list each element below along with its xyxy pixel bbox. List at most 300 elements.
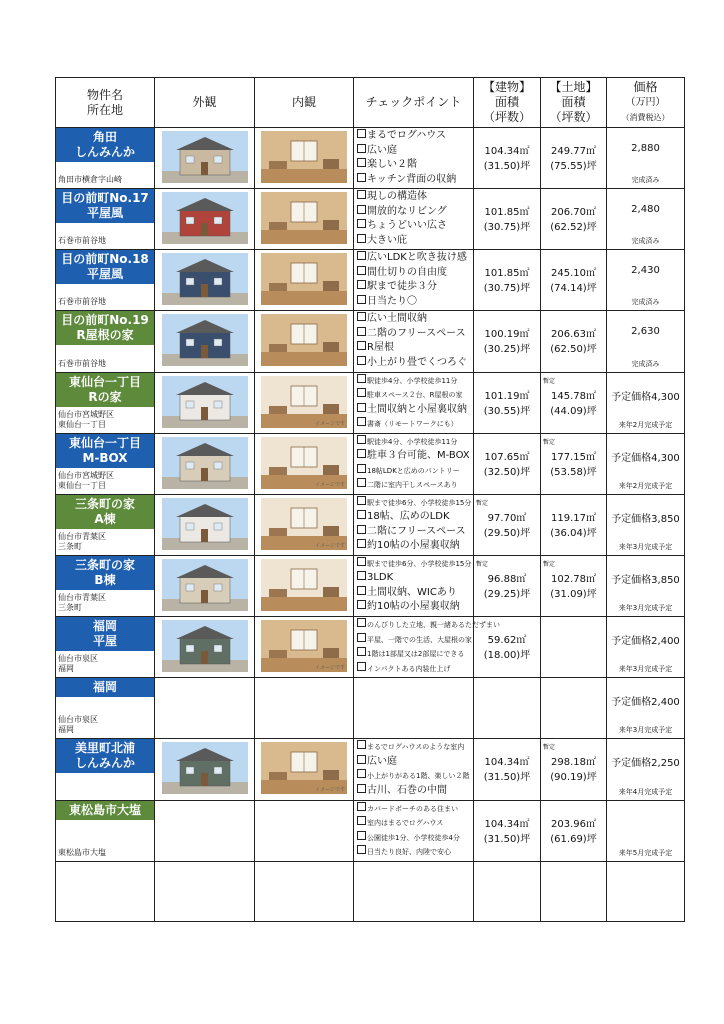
property-name-line: 角田 [92,130,117,144]
checkbox-icon [357,295,366,304]
land-area-values [541,311,606,357]
checkpoint-item [357,219,471,234]
checkpoint-item [357,510,471,525]
exterior-cell [155,678,255,739]
price-wrap [607,250,684,310]
empty-cell [474,861,541,921]
exterior-photo[interactable] [162,620,248,672]
property-name-cell [56,494,155,555]
checkpoint-text: カバードポーチのある住まい [367,804,458,813]
checkbox-icon [357,586,366,595]
land-area-values [541,128,606,174]
land-area-cell [541,372,607,433]
checkpoint-item [357,816,471,831]
header-land [541,78,607,128]
checkpoint-text: 公園徒歩1分、小学校徒歩4分 [367,833,460,842]
land-area-tsubo: (62.52)坪 [550,222,597,234]
exterior-photo-drawing [162,253,248,305]
property-address [58,236,106,246]
interior-photo[interactable] [261,131,347,183]
exterior-photo[interactable] [162,192,248,244]
header-price-line2: （万円） [625,97,666,108]
building-area [474,739,540,799]
price-wrap [607,617,684,677]
building-area-sqm: 97.70㎡ [487,512,527,524]
completion-status: 完成済み [631,359,660,368]
checkpoints-cell [354,494,474,555]
checkbox-icon [357,449,366,458]
property-name-wrap [56,373,154,433]
empty-cell [541,861,607,921]
price-value: 予定価格2,400 [611,697,680,709]
land-area-cell [541,250,607,311]
property-name-banner[interactable] [56,250,154,284]
checkpoint-text: 日当たり〇 [367,295,417,307]
interior-cell [255,128,354,189]
interior-photo[interactable] [261,376,347,428]
price-cell [607,739,685,800]
price-cell [607,311,685,372]
property-name-banner[interactable] [56,617,154,651]
property-address [58,715,98,735]
land-area-cell [541,433,607,494]
completion-status: 来年3月完成予定 [618,726,673,735]
checkpoint-text: 日当たり良好、内陸で安心 [367,848,451,857]
property-name-line: 平屋 [92,634,117,649]
checkpoint-item [357,280,471,295]
building-area-tsubo: (30.75)坪 [483,283,531,295]
property-name-cell [56,128,155,189]
interior-photo[interactable] [261,498,347,550]
land-area-tsubo: (75.55)坪 [550,161,597,172]
price-value: 2,630 [631,326,660,338]
property-name-cell [56,800,155,861]
property-address-line: 東松島市大塩 [58,847,106,857]
building-area-tsubo: (31.50)坪 [483,161,531,172]
checkbox-icon [357,388,366,397]
building-area [474,495,540,555]
checkpoint-item [357,831,471,846]
interior-cell [255,250,354,311]
land-area-sqm: 206.63㎡ [551,329,596,341]
checkpoint-text: 広い庭 [367,144,397,156]
interior-photo[interactable] [261,314,347,366]
property-name-cell [56,311,155,372]
land-area-cell [541,311,607,372]
property-address-line: 石巻市前谷地 [58,358,106,368]
checkpoint-text: 二階に室内干しスペースあり [367,481,458,490]
price-value [607,801,684,816]
exterior-cell [155,739,255,800]
checkbox-icon [357,280,366,289]
property-name-wrap [56,556,154,616]
checkpoint-text: 古川、石巻の中間 [367,784,447,796]
price-wrap [607,801,684,861]
property-address [58,532,106,552]
price-cell [607,494,685,555]
land-area-cell [541,739,607,800]
checkpoint-list [354,434,473,493]
property-name-cell [56,189,155,250]
checkpoint-item [357,662,471,677]
exterior-photo-drawing [162,620,248,672]
property-name-banner[interactable] [56,189,154,223]
checkpoint-text: 現しの構造体 [367,191,427,203]
building-area-values [474,128,540,174]
land-area-sqm: 119.17㎡ [551,512,596,524]
price-cell [607,189,685,250]
property-name-banner[interactable] [56,556,154,590]
interior-photo[interactable] [261,559,347,611]
checkbox-icon [357,327,366,336]
header-name-line1: 物件名 [86,87,123,102]
checkpoint-text: 駅まで徒歩３分 [367,281,437,293]
checkpoint-text: 広い土間収納 [367,313,427,325]
price-wrap [607,678,684,738]
checkbox-icon [357,496,366,505]
exterior-photo[interactable] [162,314,248,366]
checkpoint-item [357,618,500,633]
building-area-cell [474,311,541,372]
property-name-line: 三条町の家 [74,496,135,511]
checkpoint-item [357,234,471,249]
property-name-banner[interactable] [56,311,154,345]
checkbox-icon [357,784,366,793]
checkpoints-cell [354,189,474,250]
exterior-cell [155,189,255,250]
land-area-cell [541,128,607,189]
completion-status: 完成済み [631,237,660,246]
price-value: 2,430 [631,265,660,277]
checkbox-icon [357,356,366,365]
exterior-photo[interactable] [162,253,248,305]
provisional-tag: 暫定 [476,499,489,507]
checkbox-icon [357,312,366,321]
checkpoint-text: 18帖、広めのLDK [367,511,450,523]
price-value: 2,880 [631,143,660,154]
property-name-wrap [56,250,154,310]
price-cell [607,800,685,861]
land-area-values [541,495,606,541]
checkpoint-text: ちょうどいい広さ [367,220,447,232]
interior-photo[interactable] [261,253,347,305]
interior-photo[interactable] [261,192,347,244]
exterior-cell [155,311,255,372]
header-building-line1: 【建物】 [482,80,531,94]
building-area-values [474,250,540,296]
exterior-photo[interactable] [162,742,248,794]
checkbox-icon [357,205,366,214]
land-area [541,556,606,616]
price-wrap [607,311,684,371]
property-address-line: 石巻市前谷地 [58,236,106,246]
property-name-cell [56,433,155,494]
checkpoint-list [354,128,473,187]
property-name-cell [56,678,155,739]
checkbox-icon [357,341,366,350]
exterior-photo-drawing [162,437,248,489]
checkpoint-text: 大きい庇 [367,234,407,246]
checkpoint-text: 間仕切りの自由度 [367,266,447,278]
property-address-line: 仙台市青葉区 [58,531,106,541]
checkpoint-list [354,556,473,615]
checkpoint-item [357,600,471,615]
checkbox-icon [357,539,366,548]
header-points: チェックポイント [354,78,474,128]
property-name-line: 福岡 [92,680,117,695]
building-area-tsubo: (29.50)坪 [483,527,531,539]
interior-cell [255,433,354,494]
checkpoints-cell [354,739,474,800]
price-wrap [607,373,684,433]
checkpoint-item [357,802,471,817]
checkpoint-item [357,327,471,342]
property-name-banner[interactable] [56,678,154,697]
property-name-wrap [56,128,154,188]
checkbox-icon [357,571,366,580]
property-row [56,739,685,800]
property-name-banner[interactable] [56,373,154,407]
building-area-cell [474,617,541,678]
building-area [474,617,540,677]
building-area-cell [474,372,541,433]
building-area-tsubo: (32.50)坪 [483,466,531,478]
property-address-line: 仙台市宮城野区 [58,470,114,480]
price-cell [607,678,685,739]
property-name-line: 東仙台一丁目 [68,435,141,450]
building-area-sqm: 96.88㎡ [487,573,527,585]
land-area-tsubo: (62.50)坪 [550,344,597,356]
checkpoints-cell [354,555,474,616]
checkpoint-item [357,633,471,648]
property-name-line: 福岡 [92,619,117,634]
checkbox-icon [357,647,366,656]
price-wrap [607,556,684,616]
building-area-sqm: 100.19㎡ [484,329,530,341]
interior-photo-caption: イメージです [315,542,345,549]
provisional-tag: 暫定 [543,744,556,752]
checkpoints-cell [354,800,474,861]
land-area-tsubo: (53.58)坪 [550,466,597,478]
property-name-banner[interactable] [56,801,154,820]
header-price-line3: （消費税込） [621,113,670,122]
checkpoint-text: R屋根 [367,342,394,354]
checkpoint-item [357,205,471,220]
property-address-line: 角田市横倉字山崎 [58,175,122,185]
checkpoint-list [354,311,473,370]
property-name-wrap [56,495,154,555]
property-address-line: 福岡 [58,725,74,735]
exterior-photo[interactable] [162,376,248,428]
land-area-values [541,189,606,235]
property-name-line: しんみんか [74,756,135,771]
interior-cell [255,739,354,800]
building-area-cell [474,494,541,555]
price-value: 予定価格4,300 [611,391,680,403]
checkbox-icon [357,845,366,854]
checkbox-icon [357,251,366,260]
building-area [474,373,540,433]
property-name-line: 東松島市大塩 [68,802,141,817]
checkpoint-item [357,251,471,266]
building-area-cell [474,678,541,739]
completion-status: 来年2月完成予定 [618,481,673,490]
price-wrap [607,189,684,249]
checkpoint-text: 駅徒歩4分、小学校徒歩11分 [367,376,458,385]
land-area [541,801,606,861]
property-address [58,297,106,307]
checkpoint-list [354,250,473,309]
building-area-sqm: 104.34㎡ [484,146,530,157]
checkpoints-cell [354,250,474,311]
checkpoint-text: 小上がり畳でくつろぐ [367,356,467,368]
property-row [56,128,685,189]
checkbox-icon [357,769,366,778]
property-row [56,617,685,678]
provisional-tag: 暫定 [543,560,556,568]
price-value: 予定価格2,250 [611,758,680,770]
checkpoint-list [354,678,473,679]
exterior-photo-drawing [162,314,248,366]
checkpoint-text: 室内はまるでログハウス [367,819,444,828]
property-address [58,175,122,185]
checkpoint-item [357,295,471,310]
property-name-banner[interactable] [56,495,154,529]
exterior-photo[interactable] [162,559,248,611]
checkpoint-item [357,464,471,479]
completion-status: 来年3月完成予定 [618,604,673,613]
land-area-values [541,617,606,633]
checkpoint-text: 約10帖の小屋裏収納 [367,601,460,613]
checkpoint-list [354,801,473,860]
land-area [541,495,606,555]
exterior-photo-drawing [162,742,248,794]
checkbox-icon [357,633,366,642]
header-interior: 内観 [255,78,354,128]
checkpoint-text: キッチン背面の収納 [367,173,457,185]
checkpoint-text: 駐車スペース２台、R屋根の家 [367,391,463,400]
property-name-line: 平屋風 [86,267,123,282]
interior-photo[interactable] [261,437,347,489]
property-address [58,848,106,858]
checkpoint-item [357,417,471,432]
checkpoint-text: 1階は1部屋又は2部屋にできる [367,650,465,659]
checkbox-icon [357,417,366,426]
exterior-cell [155,555,255,616]
checkpoint-list [354,189,473,248]
land-area [541,739,606,799]
checkpoint-item [357,190,471,205]
property-address-line: 仙台市泉区 [58,715,98,725]
land-area-sqm: 249.77㎡ [551,146,596,157]
property-address [58,359,106,369]
empty-cell [56,861,155,921]
property-name-line: Rの家 [88,389,122,404]
header-price-line1: 価格 [633,80,658,94]
property-row [56,311,685,372]
land-area [541,373,606,433]
completion-status: 完成済み [631,298,660,307]
property-name-cell [56,739,155,800]
land-area [541,617,606,677]
checkpoint-item [357,845,471,860]
checkbox-icon [357,173,366,182]
checkbox-icon [357,478,366,487]
building-area [474,556,540,616]
property-name-line: R屋根の家 [76,328,134,343]
completion-status: 来年4月完成予定 [618,787,673,796]
property-name-cell [56,372,155,433]
checkpoint-item [357,740,471,755]
land-area-values [541,250,606,296]
property-name-banner[interactable] [56,434,154,468]
price-value: 予定価格3,850 [611,513,680,525]
land-area [541,128,606,188]
provisional-tag: 暫定 [543,377,556,385]
interior-cell [255,189,354,250]
interior-photo-drawing [261,131,347,183]
interior-photo[interactable] [261,620,347,672]
building-area-values [474,739,540,785]
property-name-wrap [56,189,154,249]
building-area [474,250,540,310]
checkbox-icon [357,464,366,473]
header-name [56,78,155,128]
building-area-values [474,801,540,847]
property-row [56,678,685,739]
exterior-photo[interactable] [162,498,248,550]
property-name-banner[interactable] [56,128,154,162]
building-area-values [474,678,540,694]
checkbox-icon [357,755,366,764]
building-area-cell [474,189,541,250]
checkbox-icon [357,129,366,138]
building-area-sqm: 101.19㎡ [484,390,530,402]
checkpoint-text: 二階のフリースペース [367,327,466,339]
land-area-tsubo: (44.09)坪 [550,405,597,417]
exterior-photo[interactable] [162,131,248,183]
checkpoint-text: 開放的なリビング [367,205,447,217]
property-name-line: B棟 [94,572,116,587]
price-cell [607,555,685,616]
checkpoint-text: 平屋、一階での生活、大屋根の家 [367,635,472,644]
interior-photo[interactable] [261,742,347,794]
property-address-line: 東仙台一丁目 [58,480,106,490]
exterior-photo-drawing [162,131,248,183]
property-name-line: 東仙台一丁目 [68,374,141,389]
checkpoints-cell [354,128,474,189]
checkpoint-item [357,784,471,799]
checkbox-icon [357,600,366,609]
checkpoint-item [357,341,471,356]
header-exterior: 外観 [155,78,255,128]
checkpoint-text: 3LDK [367,572,394,584]
building-area [474,311,540,371]
exterior-photo-drawing [162,192,248,244]
land-area-tsubo: (36.04)坪 [550,527,597,539]
exterior-photo[interactable] [162,437,248,489]
property-name-banner[interactable] [56,739,154,773]
property-name-line: M-BOX [82,450,128,465]
property-name-line: 美里町北浦 [74,741,135,756]
price-cell [607,372,685,433]
property-name-wrap [56,434,154,494]
interior-photo-drawing [261,314,347,366]
checkpoint-text: 18帖LDKと広めのパントリー [367,466,460,475]
property-address-line: 三条町 [58,603,82,613]
building-area-sqm: 104.34㎡ [484,757,530,769]
checkpoints-cell [354,678,474,739]
